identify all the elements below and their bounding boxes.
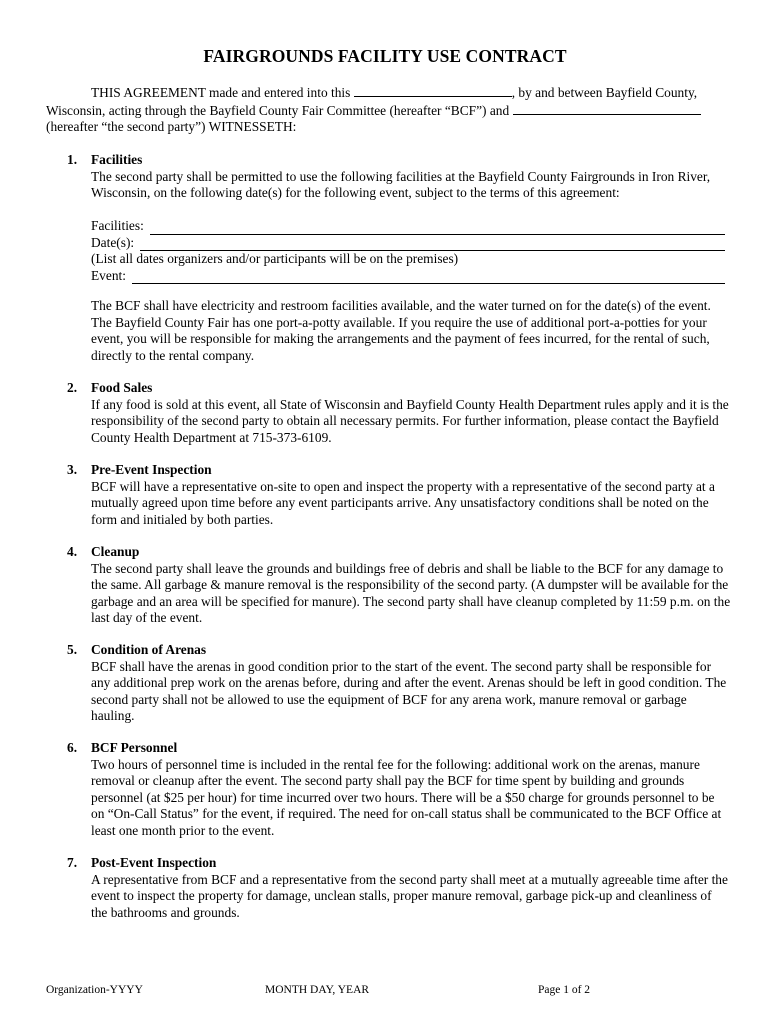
section-number: 3. (67, 462, 78, 477)
event-field-row (91, 268, 725, 285)
dates-input-line[interactable] (140, 238, 725, 251)
section-body: A representative from BCF and a representative from the second party shall meet at a mutually agreeable time after the event to inspect the property for damage, unclean stalls, proper manure removal, garbage pick-up and cleanliness of the bathrooms and grounds. (91, 871, 728, 920)
facilities-input-line[interactable] (150, 222, 725, 235)
section-number: 2. (67, 380, 78, 395)
document-title: FAIRGROUNDS FACILITY USE CONTRACT (203, 46, 567, 66)
facilities-paragraph-2: The BCF shall have electricity and restroom facilities available, and the water turned on for the date(s) of the event. The Bayfield County Fair has one port-a-potty available. If you require the use of additional port-a-potties for your event, you will be responsible for making the arrangements and the payment of fees incurred, for the rental of such, directly to the rental company. (91, 298, 711, 363)
section-body: Two hours of personnel time is included in the rental fee for the following: additional work on the arenas, manure removal or cleanup after the event. The second party shall pay the BCF for time spent by building and grounds personnel (at $25 per hour) for time incurred over two hours. There will be a $50 charge for grounds personnel to be on “On-Call Status” for the event, if required. The need for on-call status shall be communicated to the BCF Office at least one month prior to the event. (91, 756, 722, 838)
section-heading: Facilities (91, 152, 143, 167)
section-heading: Cleanup (91, 544, 140, 559)
footer-organization: Organization-YYYY (46, 984, 143, 996)
agreement-date-blank[interactable] (354, 84, 512, 97)
section-number: 5. (67, 642, 78, 657)
footer-page-number: Page 1 of 2 (538, 984, 591, 996)
section-body: If any food is sold at this event, all State of Wisconsin and Bayfield County Health Department rules apply and it is the responsibility of the second party to obtain all necessary permits. For further information, please contact the Bayfield County Health Department at 715-373-6109. (91, 396, 729, 445)
section-heading: BCF Personnel (91, 740, 178, 755)
section-heading: Condition of Arenas (91, 642, 207, 657)
facilities-label: Facilities: (91, 218, 144, 233)
dates-note: (List all dates organizers and/or participants will be on the premises) (91, 251, 459, 267)
dates-note-row (91, 251, 725, 268)
section-heading: Food Sales (91, 380, 153, 395)
facilities-field-row (91, 218, 725, 235)
intro-paragraph (46, 84, 736, 136)
intro-text-2: , by and between Bayfield County, (511, 85, 698, 100)
section-heading: Pre-Event Inspection (91, 462, 212, 477)
facility-fields (91, 218, 725, 284)
section-body: BCF shall have the arenas in good condition prior to the start of the event. The second party shall be responsible for any additional prep work on the arenas before, during and after the event. Arenas should be left in good condition. The second party shall not be allowed to use the equipment of BCF for any arena work, manure removal or garbage hauling. (91, 658, 727, 724)
intro-text-3: Wisconsin, acting through the Bayfield County Fair Committee (hereafter “BCF”) and (46, 102, 510, 118)
section-body: The second party shall be permitted to use the following facilities at the Bayfield County Fairgrounds in Iron River, Wisconsin, on the following date(s) for the following event, subject to the terms of this agreement: (91, 168, 711, 201)
section-heading: Post-Event Inspection (91, 855, 217, 870)
dates-field-row (91, 235, 725, 252)
intro-line-1 (46, 84, 736, 102)
section-body: BCF will have a representative on-site to open and inspect the property with a representative of the second party at a mutually agreed upon time before any event participants arrive. Any unsatisfactory conditions shall be noted on the form and initialed by both parties. (91, 478, 715, 527)
event-input-line[interactable] (132, 271, 725, 284)
intro-line-2 (46, 102, 736, 120)
section-number: 7. (67, 855, 78, 870)
footer-date: MONTH DAY, YEAR (265, 984, 370, 996)
intro-line-3: (hereafter “the second party”) WITNESSETH: (46, 119, 297, 135)
section-number: 1. (67, 152, 78, 167)
section-number: 4. (67, 544, 78, 559)
intro-text-1: THIS AGREEMENT made and entered into this (91, 85, 351, 100)
event-label: Event: (91, 267, 126, 283)
second-party-name-blank[interactable] (513, 102, 701, 115)
dates-label: Date(s): (91, 234, 135, 250)
section-body: The second party shall leave the grounds and buildings free of debris and shall be liable to the BCF for any damage to the same. All garbage & manure removal is the responsibility of the second party. (A dumpster will be available for the garbage and an area will be specified for manure). The second party shall have cleanup completed by 11:59 p.m. on the last day of the event. (91, 560, 731, 626)
section-number: 6. (67, 740, 78, 755)
